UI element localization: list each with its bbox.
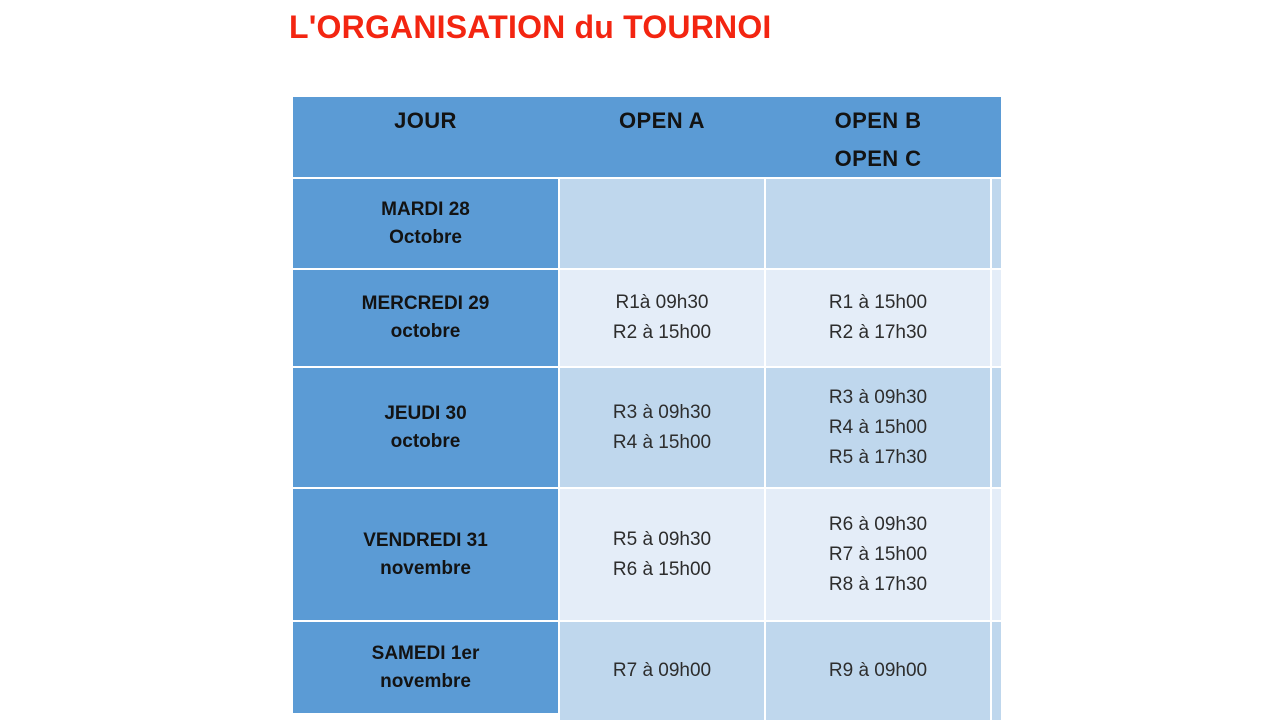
open-bc-cell-samedi — [766, 622, 990, 720]
day-line-1: JEUDI 30 — [384, 402, 467, 424]
day-line-1: SAMEDI 1er — [371, 642, 480, 664]
round-time: R3 à 09h30 — [612, 401, 712, 423]
day-cell-samedi-1er — [293, 622, 558, 713]
day-cell-mardi-28 — [293, 179, 558, 268]
round-time: R8 à 17h30 — [828, 573, 928, 595]
open-a-cell-vendredi — [560, 489, 764, 620]
table-header-row — [293, 97, 1001, 177]
day-line-2: novembre — [380, 557, 471, 579]
day-line-2: Octobre — [389, 226, 462, 248]
day-line-1: VENDREDI 31 — [363, 529, 488, 551]
day-line-2: novembre — [380, 670, 471, 692]
day-line-1: MERCREDI 29 — [361, 293, 490, 314]
tournament-schedule-table — [293, 97, 1001, 720]
day-cell-jeudi-30 — [293, 368, 558, 487]
round-time: R5 à 17h30 — [828, 446, 928, 468]
day-line-2: octobre — [390, 321, 461, 342]
round-time: R4 à 15h00 — [612, 431, 712, 453]
column-header-jour: JOUR — [394, 108, 457, 133]
open-bc-cell-mardi — [766, 179, 990, 268]
column-header-open-a: OPEN A — [619, 108, 705, 133]
day-line-2: octobre — [390, 430, 461, 452]
round-time: R2 à 15h00 — [612, 322, 712, 343]
day-cell-vendredi-31 — [293, 489, 558, 620]
round-time: R5 à 09h30 — [612, 528, 712, 550]
round-time: R7 à 09h00 — [612, 660, 712, 681]
round-time: R3 à 09h30 — [828, 386, 928, 408]
cutoff-column-cell — [992, 368, 1001, 487]
open-bc-cell-mercredi — [766, 270, 990, 366]
round-time: R9 à 09h00 — [828, 660, 928, 681]
round-time: R6 à 09h30 — [828, 513, 928, 535]
open-bc-cell-vendredi — [766, 489, 990, 620]
open-bc-cell-jeudi — [766, 368, 990, 487]
open-a-cell-samedi — [560, 622, 764, 720]
cutoff-column-cell — [992, 179, 1001, 268]
round-time: R7 à 15h00 — [828, 543, 928, 565]
round-time: R1à 09h30 — [615, 292, 709, 313]
column-header-open-b-c — [766, 102, 990, 178]
day-line-1: MARDI 28 — [381, 198, 470, 220]
day-cell-mercredi-29 — [293, 270, 558, 366]
round-time: R4 à 15h00 — [828, 416, 928, 438]
cutoff-column-cell — [992, 270, 1001, 366]
cutoff-column-cell — [992, 622, 1001, 720]
cutoff-column-cell — [992, 489, 1001, 620]
open-a-cell-mardi — [560, 179, 764, 268]
open-a-cell-mercredi — [560, 270, 764, 366]
open-a-cell-jeudi — [560, 368, 764, 487]
column-header-open-c: OPEN C — [834, 146, 922, 171]
column-header-open-b: OPEN B — [834, 108, 922, 133]
page-title: L'ORGANISATION du TOURNOI — [289, 9, 772, 45]
round-time: R2 à 17h30 — [828, 322, 928, 343]
round-time: R1 à 15h00 — [828, 292, 928, 313]
round-time: R6 à 15h00 — [612, 558, 712, 580]
